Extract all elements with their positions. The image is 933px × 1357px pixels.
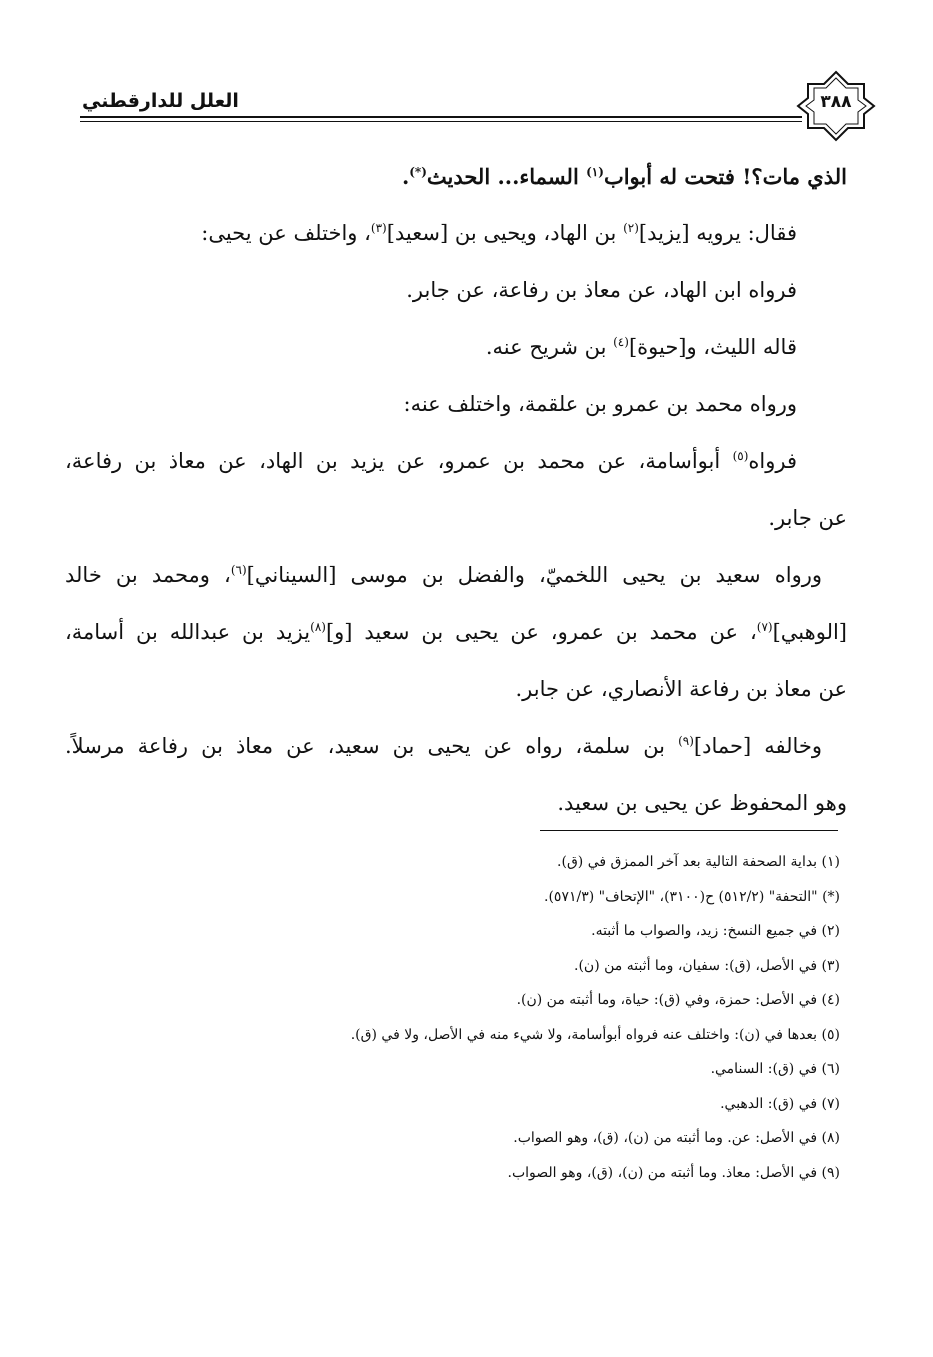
- book-title: العلل للدارقطني: [82, 90, 239, 112]
- footnote: (*) "التحفة" (٥١٢/٢) ح(٣١٠٠)، "الإتحاف" (٥٧١/٣).: [544, 888, 840, 905]
- text-line: عن جابر.: [768, 506, 847, 530]
- footnote: (٦) في (ق): السنامي.: [710, 1061, 840, 1077]
- text-line: ورواه محمد بن عمرو بن علقمة، واختلف عنه:: [403, 392, 797, 416]
- footnote: (٨) في الأصل: عن. وما أثبته من (ن)، (ق)، وهو الصواب.: [513, 1130, 840, 1146]
- header-rule-thin: [80, 121, 802, 122]
- text-line: ورواه سعيد بن يحيى اللخميّ، والفضل بن موسى [السيناني]$^{(٦)}$، ومحمد بن خالد: [65, 563, 822, 587]
- page-header: [70, 70, 860, 140]
- header-rule: [80, 116, 802, 118]
- footnote: (٧) في (ق): الدهبي.: [720, 1095, 840, 1112]
- text-line: فرواه$^{(٥)}$ أبوأسامة، عن محمد بن عمرو، عن يزيد بن الهاد، عن معاذ بن رفاعة،: [65, 449, 797, 473]
- footnote-separator: [540, 830, 838, 831]
- text-line: [الوهبي]$^{(٧)}$، عن محمد بن عمرو، عن يحيى بن سعيد [و]$^{(٨)}$يزيد بن عبدالله بن أسامة،: [65, 620, 847, 644]
- text-line: وهو المحفوظ عن يحيى بن سعيد.: [557, 791, 847, 815]
- text-line: الذي مات؟! فتحت له أبواب$^{(١)}$ السماء... الحديث(*).: [401, 164, 847, 189]
- footnote: (٢) في جميع النسخ: زيد، والصواب ما أثبته.: [591, 923, 840, 939]
- footnotes: [200, 845, 840, 1190]
- page-number-badge: [796, 70, 876, 142]
- text-line: فرواه ابن الهاد، عن معاذ بن رفاعة، عن جابر.: [406, 278, 797, 302]
- footnote: (٣) في الأصل، (ق): سفيان، وما أثبته من (ن).: [574, 957, 840, 974]
- footnote: (١) بداية الصحفة التالية بعد آخر الممزق في (ق).: [557, 854, 840, 870]
- footnote: (٩) في الأصل: معاذ. وما أثبته من (ن)، (ق)، وهو الصواب.: [507, 1164, 840, 1181]
- page-number: ٣٨٨: [820, 92, 852, 112]
- main-text: [65, 148, 847, 832]
- text-line: وخالفه [حماد]$^{(٩)}$ بن سلمة، رواه عن يحيى بن سعيد، عن معاذ بن رفاعة مرسلاً.: [65, 734, 823, 758]
- text-line: عن معاذ بن رفاعة الأنصاري، عن جابر.: [515, 677, 847, 701]
- footnote: (٤) في الأصل: حمزة، وفي (ق): حياة، وما أثبته من (ن).: [516, 992, 840, 1008]
- text-line: فقال: يرويه [يزيد]$^{(٢)}$ بن الهاد، ويحيى بن [سعيد]$^{(٣)}$، واختلف عن يحيى:: [201, 221, 797, 245]
- text-line: قاله الليث، و[حيوة]$^{(٤)}$ بن شريح عنه.: [485, 335, 797, 359]
- footnote: (٥) بعدها في (ن): واختلف عنه فرواه أبوأسامة، ولا شيء منه في الأصل، ولا في (ق).: [350, 1026, 840, 1043]
